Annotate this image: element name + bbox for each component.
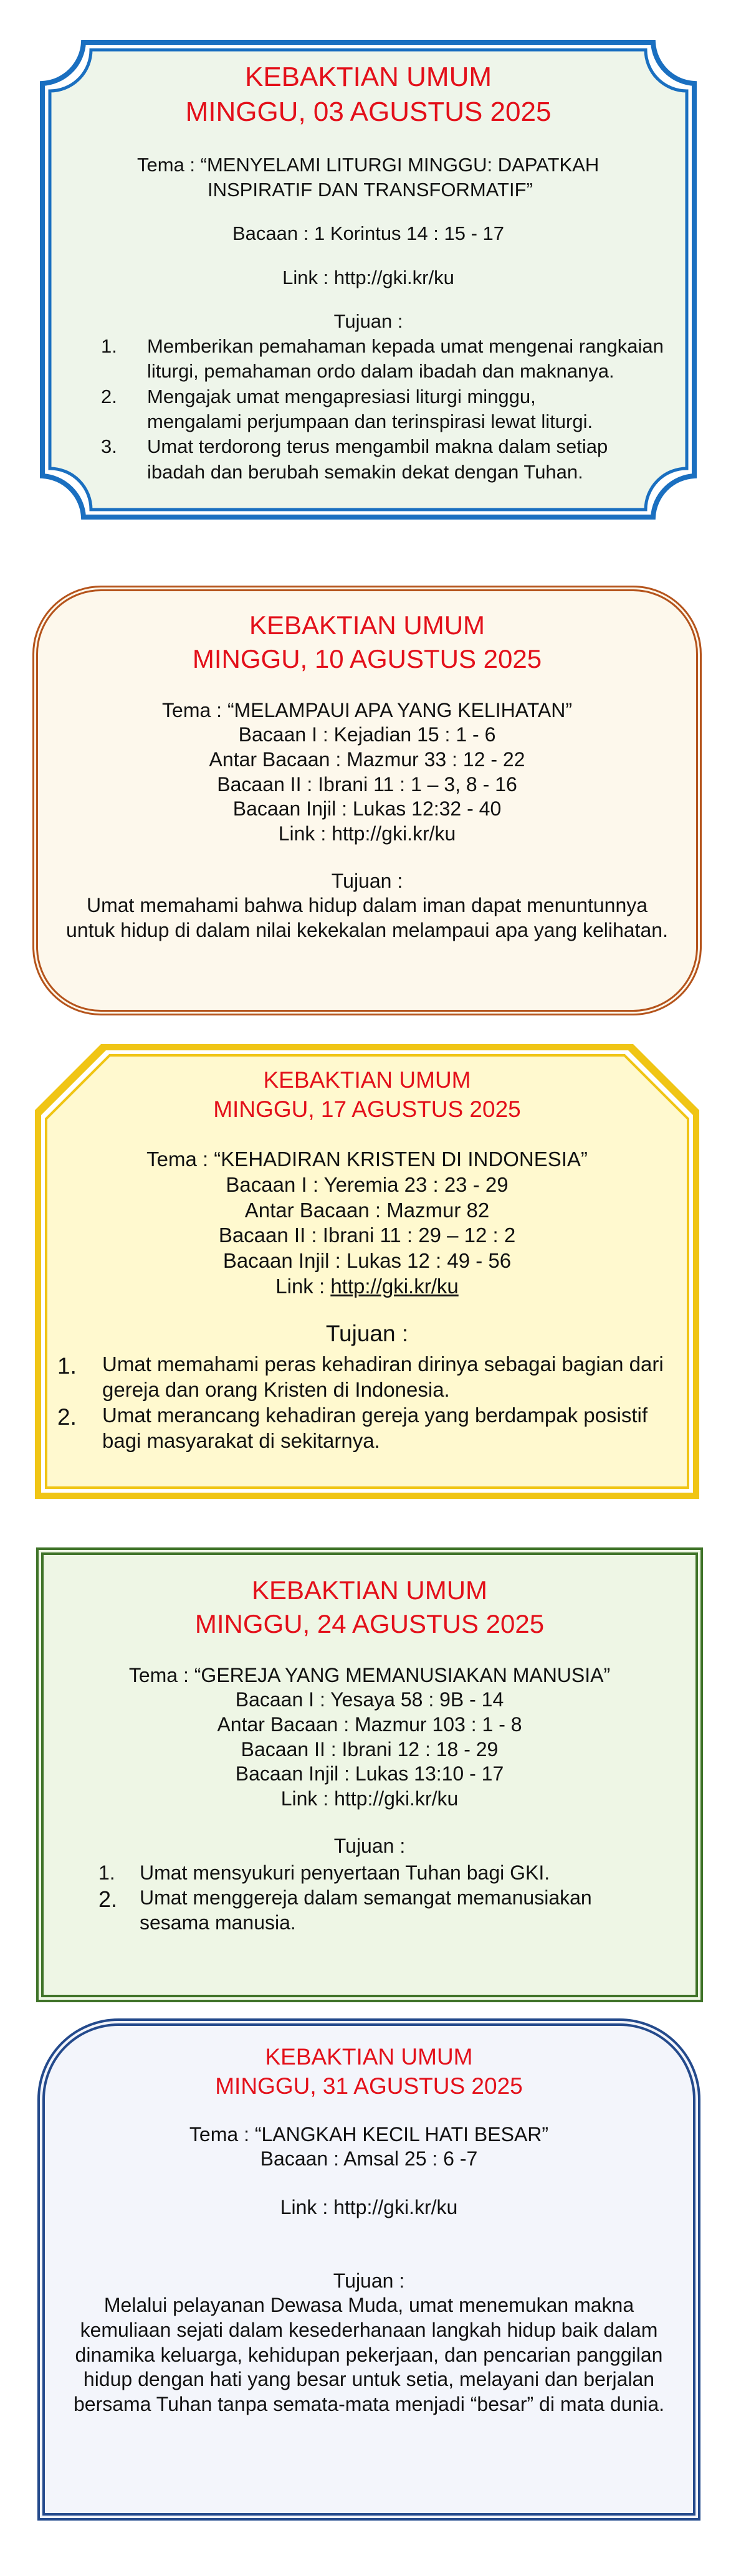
- theme-line: Tema : “GEREJA YANG MEMANUSIAKAN MANUSIA”: [128, 1663, 611, 1686]
- goal-item: 3. Umat terdorong terus mengambil makna dalam setiap ibadah dan berubah semakin dekat dengan Tuhan.: [101, 435, 608, 483]
- reading: Bacaan Injil : Lukas 13:10 - 17: [235, 1762, 504, 1785]
- goal-text: hidup dengan hati yang besar untuk setia, melayani dan berjalan: [83, 2368, 655, 2391]
- card-date: MINGGU, 31 AGUSTUS 2025: [215, 2073, 523, 2099]
- goal-text: Melalui pelayanan Dewasa Muda, umat menemukan makna: [103, 2294, 634, 2317]
- goal-text: untuk hidup di dalam nilai kekekalan melampaui apa yang kelihatan.: [66, 918, 668, 941]
- reading: Bacaan II : Ibrani 11 : 1 – 3, 8 - 16: [217, 772, 517, 796]
- reading: Bacaan Injil : Lukas 12:32 - 40: [232, 797, 502, 820]
- schedule-card-aug-31: [37, 2018, 700, 2521]
- link-text: Link : http://gki.kr/ku: [280, 2196, 458, 2219]
- reading: Bacaan I : Kejadian 15 : 1 - 6: [238, 723, 496, 746]
- goal-item: 1. Umat mensyukuri penyertaan Tuhan bagi GKI.: [98, 1861, 550, 1884]
- link-text: Link : http://gki.kr/ku: [278, 822, 456, 845]
- schedule-card-aug-24: [36, 1547, 703, 2002]
- goals-label: Tujuan :: [331, 869, 403, 892]
- link-text: Link : http://gki.kr/ku: [280, 1787, 459, 1810]
- reading: Bacaan II : Ibrani 11 : 29 – 12 : 2: [218, 1224, 516, 1247]
- goals-label: Tujuan :: [333, 310, 403, 332]
- theme-line: Tema : “MENYELAMI LITURGI MINGGU: DAPATKAH: [137, 153, 600, 176]
- card-title: KEBAKTIAN UMUM: [265, 2044, 473, 2070]
- goal-item: 2. Umat merancang kehadiran gereja yang berdampak posistif bagi masyarakat di sekitarnya.: [57, 1403, 648, 1452]
- goals-label: Tujuan :: [333, 1834, 406, 1857]
- schedule-card-aug-10: [32, 586, 702, 1015]
- theme-line: Tema : “KEHADIRAN KRISTEN DI INDONESIA”: [146, 1147, 588, 1171]
- reading: Bacaan II : Ibrani 12 : 18 - 29: [241, 1737, 499, 1761]
- reading: Bacaan : 1 Korintus 14 : 15 - 17: [232, 222, 504, 245]
- link-url[interactable]: http://gki.kr/ku: [330, 1275, 459, 1298]
- goal-text: dinamika keluarga, kehidupan pekerjaan, dan pencarian panggilan: [75, 2343, 663, 2366]
- card-date: MINGGU, 03 AGUSTUS 2025: [185, 97, 552, 128]
- theme-line: Tema : “MELAMPAUI APA YANG KELIHATAN”: [162, 698, 572, 721]
- goals-label: Tujuan :: [325, 1321, 409, 1347]
- schedule-card-aug-17: [32, 1042, 702, 1501]
- card-title: KEBAKTIAN UMUM: [249, 611, 485, 640]
- reading: Bacaan Injil : Lukas 12 : 49 - 56: [222, 1249, 512, 1273]
- goal-item: 1. Memberikan pemahaman kepada umat mengenai rangkaian liturgi, pemahaman ordo dalam ibadah dan maknanya.: [101, 335, 664, 383]
- goal-text: Umat memahami bahwa hidup dalam iman dapat menuntunnya: [86, 894, 648, 917]
- link-text: Link : http://gki.kr/ku: [275, 1275, 459, 1298]
- goal-text: kemuliaan sejati dalam kesederhanaan langkah hidup baik dalam: [80, 2319, 658, 2342]
- reading: Antar Bacaan : Mazmur 82: [244, 1198, 490, 1222]
- reading: Antar Bacaan : Mazmur 103 : 1 - 8: [217, 1713, 522, 1736]
- theme-line: Tema : “LANGKAH KECIL HATI BESAR”: [189, 2122, 549, 2146]
- link-text: Link : http://gki.kr/ku: [282, 266, 454, 288]
- goals-list: [32, 1352, 702, 1454]
- goals-list: [40, 334, 697, 485]
- schedule-card-aug-03: [40, 40, 697, 520]
- card-title: KEBAKTIAN UMUM: [251, 1576, 488, 1605]
- reading: Bacaan : Amsal 25 : 6 -7: [260, 2147, 478, 2170]
- card-title: KEBAKTIAN UMUM: [244, 62, 492, 92]
- card-title: KEBAKTIAN UMUM: [263, 1067, 471, 1093]
- reading: Bacaan I : Yesaya 58 : 9B - 14: [235, 1688, 504, 1711]
- card-date: MINGGU, 17 AGUSTUS 2025: [213, 1096, 521, 1123]
- goal-text: bersama Tuhan tanpa semata-mata menjadi “besar” di mata dunia.: [73, 2393, 665, 2416]
- reading: Antar Bacaan : Mazmur 33 : 12 - 22: [209, 748, 525, 771]
- goals-label: Tujuan :: [333, 2269, 405, 2292]
- reading: Bacaan I : Yeremia 23 : 23 - 29: [226, 1172, 509, 1196]
- goal-item: 2. Umat menggereja dalam semangat memanusiakan sesama manusia.: [98, 1886, 592, 1934]
- goals-list: [44, 1861, 695, 1935]
- goal-item: 2. Mengajak umat mengapresiasi liturgi minggu, mengalami perjumpaan dan terinspirasi lewat liturgi.: [101, 385, 593, 432]
- theme-line-continued: INSPIRATIF DAN TRANSFORMATIF”: [208, 178, 533, 201]
- goal-item: 1. Umat memahami peras kehadiran dirinya sebagai bagian dari gereja dan orang Kristen di Indonesia.: [57, 1352, 664, 1402]
- card-date: MINGGU, 24 AGUSTUS 2025: [194, 1609, 545, 1638]
- card-date: MINGGU, 10 AGUSTUS 2025: [192, 644, 542, 673]
